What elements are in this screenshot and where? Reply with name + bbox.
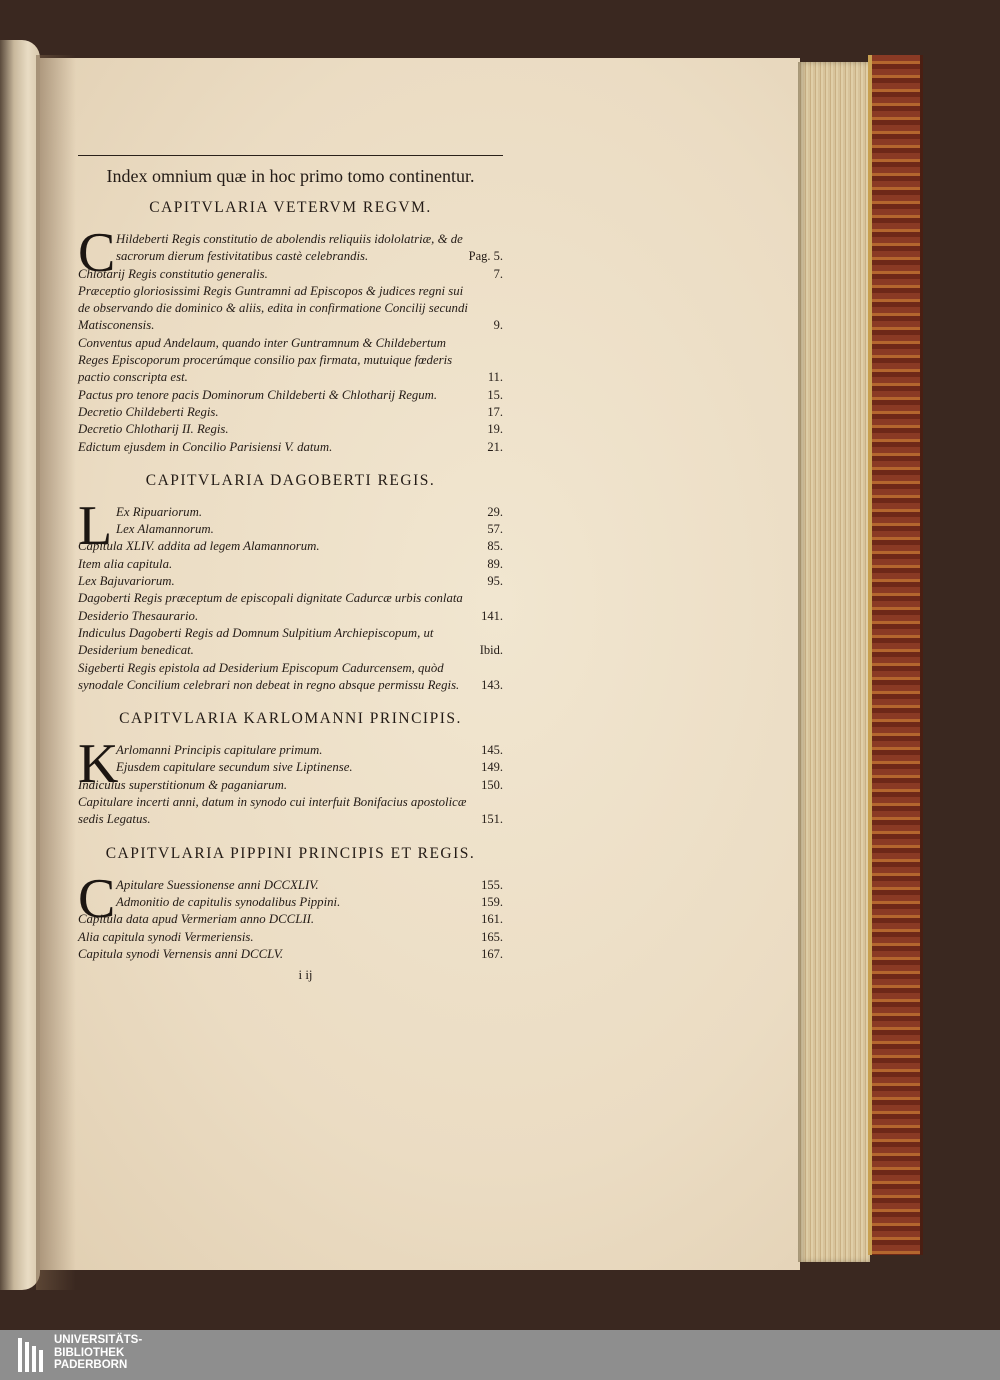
- section-title: CAPITVLARIA KARLOMANNI PRINCIPIS.: [119, 710, 462, 728]
- index-entry: Indiculus superstitionum & paganiarum. 150.: [78, 777, 503, 794]
- page-number: 15.: [487, 387, 503, 402]
- page-number: 149.: [481, 760, 503, 775]
- index-entry: Hildeberti Regis constitutio de abolendis reliquiis idololatriæ, & de sacrorum dierum festivitatibus castè celebrandis. Pag. 5.: [116, 231, 503, 266]
- index-entry: Indiculus Dagoberti Regis ad Domnum Sulpitium Archiepiscopum, ut Desiderium benedicat. Ibid.: [78, 625, 503, 660]
- drop-initial: L: [78, 494, 113, 557]
- index-entry: Item alia capitula. 89.: [78, 556, 503, 573]
- index-entry: Decretio Chlotharij II. Regis. 19.: [78, 421, 503, 438]
- page-number: 11.: [487, 370, 503, 385]
- index-entry: Lex Alamannorum. 57.: [116, 521, 503, 538]
- page-number: 57.: [487, 522, 503, 537]
- index-entry: Edictum ejusdem in Concilio Parisiensi V. datum. 21.: [78, 439, 503, 456]
- signature-mark: i ij: [298, 967, 313, 983]
- drop-initial: K: [78, 733, 119, 796]
- page-number: 167.: [481, 946, 503, 961]
- page-number: 145.: [481, 743, 503, 758]
- section-title: CAPITVLARIA VETERVM REGVM.: [149, 199, 432, 216]
- index-entry: Admonitio de capitulis synodalibus Pippini. 159.: [116, 894, 503, 911]
- top-rule: [78, 155, 503, 156]
- page-number: 19.: [487, 422, 503, 437]
- index-entry: Chlotarij Regis constitutio generalis. 7.: [78, 266, 503, 283]
- page-number: 151.: [481, 812, 503, 827]
- left-page-edge: [0, 40, 40, 1290]
- index-entry: Pactus pro tenore pacis Dominorum Childeberti & Chlotharij Regum. 15.: [78, 387, 503, 404]
- page-number: 21.: [487, 439, 503, 454]
- library-logo-icon: [16, 1336, 46, 1374]
- index-entry: Præceptio gloriosissimi Regis Guntramni ad Episcopos & judices regni sui de observando die dominico & aliis, edita in confirmatione Concilij secundi Matisconensis. 9.: [78, 283, 503, 335]
- page-number: 9.: [493, 318, 503, 333]
- page-block-edge: [798, 62, 870, 1262]
- index-entry: Capitula synodi Vernensis anni DCCLV. 167.: [78, 946, 503, 963]
- page-number: 150.: [481, 777, 503, 792]
- section-title: CAPITVLARIA DAGOBERTI REGIS.: [145, 471, 436, 489]
- drop-initial: C: [78, 867, 116, 930]
- library-line-2: BIBLIOTHEK: [54, 1346, 125, 1359]
- library-name: [54, 1334, 142, 1372]
- page-number: 161.: [481, 912, 503, 927]
- page-number: Ibid.: [479, 643, 503, 658]
- library-footer-bar: [0, 1330, 1000, 1380]
- index-entry: Lex Bajuvariorum. 95.: [78, 573, 503, 590]
- page-number: Pag. 5.: [468, 249, 503, 264]
- page-number: 17.: [487, 404, 503, 419]
- index-block: [78, 155, 503, 983]
- index-entry: Apitulare Suessionense anni DCCXLIV. 155.: [116, 877, 503, 894]
- index-entry: Alia capitula synodi Vermeriensis. 165.: [78, 929, 503, 946]
- gutter-shadow: [36, 55, 76, 1290]
- page-number: 29.: [487, 504, 503, 519]
- page-number: 95.: [487, 574, 503, 589]
- page-number: 85.: [487, 539, 503, 554]
- library-line-1: UNIVERSITÄTS-: [54, 1334, 143, 1346]
- index-entry: Sigeberti Regis epistola ad Desiderium Episcopum Cadurcensem, quòd synodale Concilium celebrari non debeat in regno absque permissu Regis. 143.: [78, 660, 503, 695]
- index-entry: Arlomanni Principis capitulare primum. 145.: [116, 742, 503, 759]
- index-entry: Capitula data apud Vermeriam anno DCCLII. 161.: [78, 911, 503, 928]
- index-heading: Index omnium quæ in hoc primo tomo continentur.: [106, 166, 475, 186]
- marbled-cover-edge: [868, 55, 923, 1255]
- page-number: 165.: [481, 929, 503, 944]
- index-entry: Capitula XLIV. addita ad legem Alamannorum. 85.: [78, 538, 503, 555]
- index-entry: Ejusdem capitulare secundum sive Liptinense. 149.: [116, 759, 503, 776]
- index-entry: Ex Ripuariorum. 29.: [116, 504, 503, 521]
- page-number: 89.: [487, 556, 503, 571]
- drop-initial: C: [78, 222, 116, 284]
- index-entry: Dagoberti Regis præceptum de episcopali dignitate Cadurcæ urbis conlata Desiderio Thesaurario. 141.: [78, 590, 503, 625]
- index-entry: Capitulare incerti anni, datum in synodo cui interfuit Bonifacius apostolicæ sedis Legatus. 151.: [78, 794, 503, 829]
- page-number: 7.: [493, 266, 503, 281]
- page-number: 141.: [481, 608, 503, 623]
- index-entry: Decretio Childeberti Regis. 17.: [78, 404, 503, 421]
- page-number: 143.: [481, 677, 503, 692]
- index-entry: Conventus apud Andelaum, quando inter Guntramnum & Childebertum Reges Episcoporum procerúmque consilio pax firmata, mutuique fœderis pactio conscripta est. 11.: [78, 335, 503, 387]
- page-number: 159.: [481, 894, 503, 909]
- page-number: 155.: [481, 877, 503, 892]
- library-line-3: PADERBORN: [54, 1359, 128, 1371]
- section-title: CAPITVLARIA PIPPINI PRINCIPIS ET REGIS.: [105, 844, 476, 862]
